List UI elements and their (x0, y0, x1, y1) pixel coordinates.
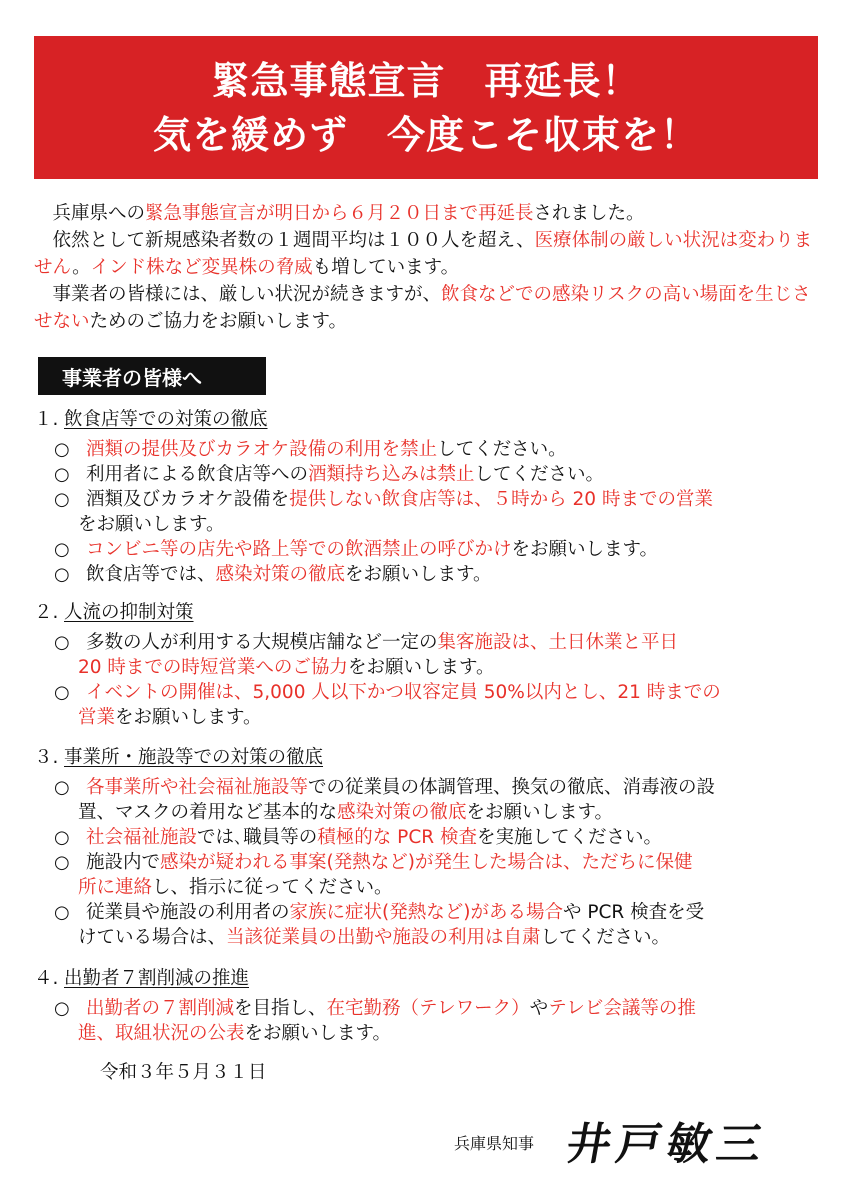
body-text: 兵庫県への (52, 203, 146, 224)
highlight-text: 集客施設は、土日休業と平日 (437, 632, 679, 653)
circle-bullet-icon: ○ (54, 682, 70, 703)
list-item-line (86, 850, 834, 875)
circle-bullet-icon: ○ (54, 464, 70, 485)
list-item (34, 996, 834, 1046)
body-text: も増しています。 (312, 257, 460, 278)
handwritten-signature: 井戸敏三 (562, 1119, 772, 1170)
highlight-text: 提供しない飲食店等は、５時から 20 時までの営業 (289, 489, 713, 510)
list-item (34, 537, 834, 562)
highlight-text: 進、取組状況の公表 (78, 1023, 245, 1044)
section-number: ２. (34, 602, 59, 623)
list-item-line (78, 512, 834, 537)
body-text: ためのご協力をお願いします。 (89, 311, 348, 332)
body-text: 飲食店等では、 (86, 564, 216, 585)
circle-bullet-icon: ○ (54, 852, 70, 873)
body-text: をお願いします。 (345, 564, 492, 585)
circle-bullet-icon: ○ (54, 439, 70, 460)
highlight-text: 感染対策の徹底 (337, 802, 467, 823)
list-item (34, 487, 834, 537)
section-heading: 出勤者７割削減の推進 (64, 968, 250, 989)
body-text: 。 (72, 257, 91, 278)
highlight-text: 当該従業員の出勤や施設の利用は自粛 (226, 927, 541, 948)
list-item-line (86, 437, 834, 462)
highlight-text: 酒類持ち込みは禁止 (308, 464, 475, 485)
list-item-line (86, 487, 834, 512)
section-heading: 飲食店等での対策の徹底 (64, 409, 268, 430)
section-title (34, 745, 834, 771)
circle-bullet-icon: ○ (54, 777, 70, 798)
highlight-text: 酒類の提供及びカラオケ設備の利用を禁止 (86, 439, 438, 460)
highlight-text: 所に連絡 (78, 877, 153, 898)
body-text: をお願いします。 (347, 657, 495, 678)
circle-bullet-icon: ○ (54, 632, 70, 653)
body-text: や PCR 検査を受 (562, 902, 705, 923)
section-number: １. (34, 409, 59, 430)
section-title (34, 966, 834, 992)
list-item (34, 437, 834, 462)
list-item-line (86, 680, 834, 705)
section-tag: 事業者の皆様へ (38, 357, 266, 395)
body-text: をお願いします。 (511, 539, 659, 560)
body-text: での従業員の体調管理、換気の徹底、消毒液の設 (308, 777, 716, 798)
list-item-line (86, 462, 834, 487)
section-number: ３. (34, 747, 59, 768)
highlight-text: 感染対策の徹底 (215, 564, 346, 585)
highlight-text: コンビニ等の店先や路上等での飲酒禁止の呼びかけ (86, 539, 512, 560)
list-item-line (86, 562, 834, 587)
body-text: してください。 (474, 464, 605, 485)
highlight-text: 医療体制の厳しい状況は変わりません (34, 230, 813, 278)
section-4 (34, 966, 834, 1046)
body-text: をお願いします。 (115, 707, 262, 728)
body-text: 置、マスクの着用など基本的な (78, 802, 338, 823)
list-item-line (78, 1021, 834, 1046)
list-item-line (78, 655, 834, 680)
section-3 (34, 745, 834, 950)
headline-banner (34, 36, 818, 179)
highlight-text: 飲食などでの感染リスクの高い場面を生じさせない (34, 284, 811, 332)
body-text: 利用者による飲食店等への (86, 464, 309, 485)
circle-bullet-icon: ○ (54, 902, 70, 923)
section-number: ４. (34, 968, 59, 989)
intro-paragraph-2 (34, 227, 824, 281)
section-2 (34, 600, 834, 730)
circle-bullet-icon: ○ (54, 564, 70, 585)
highlight-text: 出勤者の７割削減 (86, 998, 235, 1019)
headline-line-2: 気を緩めず 今度こそ収束を！ (152, 112, 699, 157)
list-item (34, 562, 834, 587)
list-item (34, 630, 834, 680)
body-text: や (529, 998, 549, 1019)
circle-bullet-icon: ○ (54, 998, 70, 1019)
highlight-text: インド株など変異株の脅威 (90, 257, 313, 278)
highlight-text: 感染が疑われる事案(発熱など)が発生した場合は、ただちに保健 (160, 852, 693, 873)
list-item-line (86, 775, 834, 800)
body-text: 事業者の皆様には、厳しい状況が続きますが、 (52, 284, 442, 305)
section-heading: 人流の抑制対策 (64, 602, 194, 623)
signer-title: 兵庫県知事 (454, 1134, 535, 1153)
circle-bullet-icon: ○ (54, 827, 70, 848)
body-text: を実施してください。 (476, 827, 662, 848)
intro-text (34, 200, 824, 335)
body-text: をお願いします。 (244, 1023, 392, 1044)
highlight-text: 20 時までの時短営業へのご協力 (78, 657, 348, 678)
list-item-line (78, 925, 834, 950)
intro-paragraph-1 (34, 200, 824, 227)
list-item-line (86, 900, 834, 925)
issue-date: 令和３年５月３１日 (100, 1062, 267, 1083)
list-item-line (86, 537, 834, 562)
highlight-text: テレビ会議等の推 (548, 998, 696, 1019)
body-text: し、指示に従ってください。 (152, 877, 393, 898)
body-text: けている場合は、 (78, 927, 227, 948)
highlight-text: イベントの開催は、5,000 人以下かつ収容定員 50%以内とし、21 時までの (86, 682, 721, 703)
circle-bullet-icon: ○ (54, 489, 70, 510)
list-item-line (78, 800, 834, 825)
highlight-text: 積極的な PCR 検査 (317, 827, 477, 848)
list-item-line (86, 825, 834, 850)
list-item-line (78, 875, 834, 900)
body-text: 多数の人が利用する大規模店舗など一定の (86, 632, 438, 653)
body-text: されました。 (533, 203, 645, 224)
body-text: してください。 (540, 927, 671, 948)
list-item (34, 775, 834, 825)
section-1 (34, 407, 834, 587)
list-item (34, 462, 834, 487)
body-text: 依然として新規感染者数の１週間平均は１００人を超え、 (52, 230, 535, 251)
list-item-line (86, 630, 834, 655)
list-item-line (86, 996, 834, 1021)
list-item (34, 825, 834, 850)
body-text: してください。 (437, 439, 567, 460)
body-text: 施設内で (86, 852, 161, 873)
intro-paragraph-3 (34, 281, 824, 335)
highlight-text: 社会福祉施設 (86, 827, 198, 848)
highlight-text: 各事業所や社会福祉施設等 (86, 777, 309, 798)
section-title (34, 600, 834, 626)
section-title (34, 407, 834, 433)
list-item-line (78, 705, 834, 730)
headline-line-1: 緊急事態宣言 再延長！ (211, 58, 641, 103)
highlight-text: 家族に症状(発熱など)がある場合 (289, 902, 563, 923)
circle-bullet-icon: ○ (54, 539, 70, 560)
body-text: 従業員や施設の利用者の (86, 902, 290, 923)
list-item (34, 900, 834, 950)
list-item (34, 850, 834, 900)
highlight-text: 緊急事態宣言が明日から６月２０日まで再延長 (145, 203, 534, 224)
body-text: を目指し、 (234, 998, 327, 1019)
body-text: では､職員等の (197, 827, 318, 848)
highlight-text: 営業 (78, 707, 116, 728)
body-text: 酒類及びカラオケ設備を (86, 489, 290, 510)
body-text: をお願いします。 (78, 514, 225, 535)
body-text: をお願いします。 (466, 802, 614, 823)
section-heading: 事業所・施設等での対策の徹底 (64, 747, 324, 768)
highlight-text: 在宅勤務（テレワーク） (326, 998, 530, 1019)
list-item (34, 680, 834, 730)
